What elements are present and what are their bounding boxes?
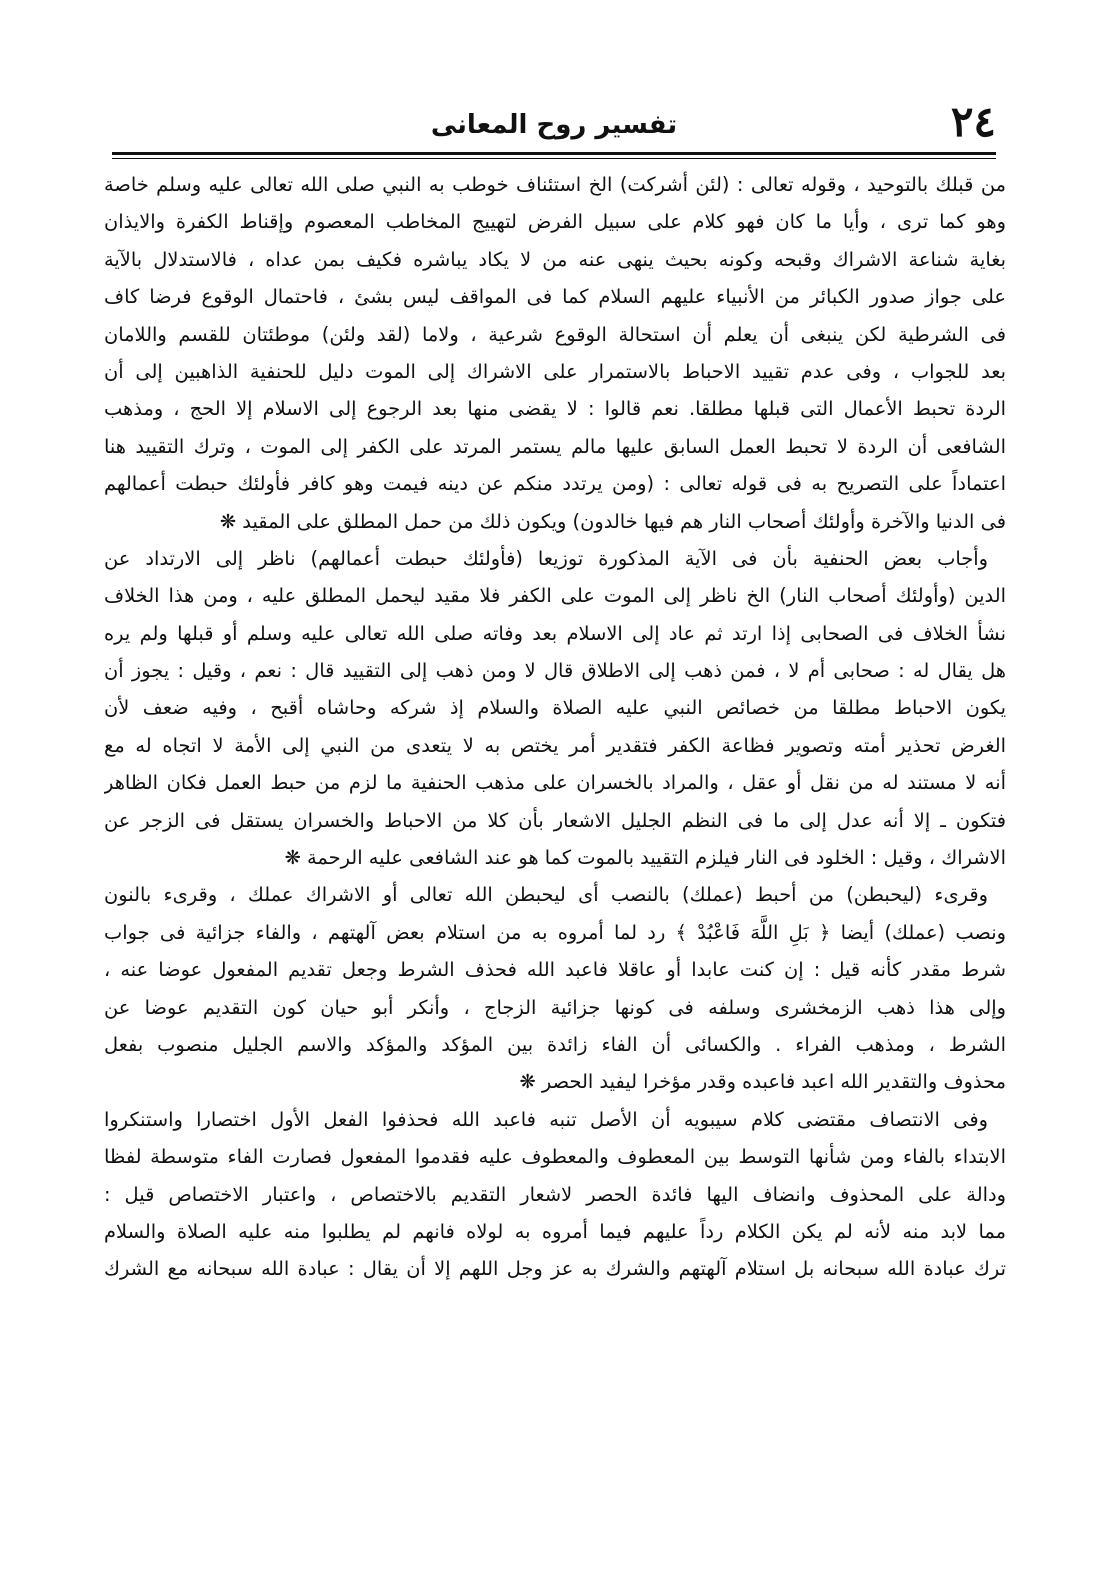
text-line: الردة تحبط الأعمال التى قبلها مطلقا. نعم قالوا : لا يقضى منها بعد الرجوع إلى الاسلام إلا الحج ، ومذهب	[104, 397, 1006, 421]
text-line: وإلى هذا ذهب الزمخشرى وسلفه فى كونها جزائية الزجاج ، وأنكر أبو حيان كون التقديم عوضا عن	[104, 995, 1006, 1019]
text-line: اعتماداً على التصريح به فى قوله تعالى : (ومن يرتدد منكم عن دينه فيمت وهو كافر فأولئك حبطت أعمالهم	[104, 472, 1006, 496]
text-line: وأجاب بعض الحنفية بأن فى الآية المذكورة توزيعا (فأولئك حبطت أعمالهم) ناظر إلى الارتداد عن	[104, 546, 988, 570]
text-line: مما لابد منه لأنه لم يكن الكلام رداً عليهم فيما أمروه به لولاه فانهم لم يطلبوا منه عليه الصلاة والسلام	[104, 1219, 1006, 1243]
text-line: يكون الاحباط مطلقا من خصائص النبي عليه الصلاة والسلام إذ شركه وحاشاه أقبح ، وفيه ضعف لأن	[104, 696, 1006, 720]
text-line: الغرض تحذير أمته وتصوير فظاعة الكفر فتقدير أمر يختص به لا يتعدى من النبي إلى الأمة لا اتجاه له مع	[104, 733, 1006, 757]
text-line: هل يقال له : صحابى أم لا ، فمن ذهب إلى الاطلاق قال لا ومن ذهب إلى التقييد قال : نعم ، وقيل : يجوز أن	[104, 659, 1006, 683]
text-line: الاشراك ، وقيل : الخلود فى النار فيلزم التقييد بالموت كما هو عند الشافعى عليه الرحمة ❋	[284, 846, 1006, 870]
text-line: على جواز صدور الكبائر من الأنبياء عليهم السلام كما فى المواقف ليس بشئ ، فاحتمال الوقوع فرضا كاف	[104, 285, 1006, 309]
text-line: وقرىء (ليحبطن) من أحبط (عملك) بالنصب أى ليحبطن الله تعالى أو الاشراك عملك ، وقرىء بالنون	[104, 883, 988, 907]
text-line: أنه لا مستند له من نقل أو عقل ، والمراد بالخسران على مذهب الحنفية ما لزم من حبط العمل فكان الظاهر	[104, 771, 1006, 795]
text-line: فتكون ـ إلا أنه عدل إلى ما فى النظم الجليل الاشعار بأن كلا من الاحباط والخسران يستقل فى الزجر عن	[104, 808, 1006, 832]
text-line: الشافعى أن الردة لا تحبط العمل السابق عليها مالم يستمر المرتد على الكفر إلى الموت ، وترك التقييد هنا	[104, 434, 1006, 458]
text-line: وهو كما ترى ، وأيا ما كان فهو كلام على سبيل الفرض لتهييج المخاطب المعصوم وإقناط الكفرة والايذان	[104, 210, 1006, 234]
running-title: تفسير روح المعانى	[430, 110, 678, 140]
text-line: فى الدنيا والآخرة وأولئك أصحاب النار هم فيها خالدون) ويكون ذلك من حمل المطلق على المقيد ❋	[219, 509, 1006, 533]
text-line: من قبلك بالتوحيد ، وقوله تعالى : (لئن أشركت) الخ استئناف خوطب به النبي صلى الله تعالى عليه وسلم خاصة	[104, 173, 1006, 196]
page-header	[112, 98, 996, 150]
text-line: الابتداء بالفاء ومن شأنها التوسط بين المعطوف والمعطوف عليه فقدموا المفعول فصارت الفاء متوسطة لفظا	[104, 1145, 1006, 1169]
text-line: بغاية شناعة الاشراك وقبحه وكونه بحيث ينهى عنه من لا يكاد يباشره فكيف بمن عداه ، فالاستدلال بالآية	[104, 247, 1006, 271]
text-line: الدين (وأولئك أصحاب النار) الخ ناظر إلى الموت على الكفر فلا مقيد ليحمل المطلق عليه ، ومن هذا الخلاف	[104, 584, 1006, 608]
page-number: ٢٤	[950, 97, 996, 146]
text-line: فى الشرطية لكن ينبغى أن يعلم أن استحالة الوقوع شرعية ، ولاما (لقد ولئن) موطئتان للقسم واللامان	[104, 322, 1006, 346]
text-line: شرط مقدر كأنه قيل : إن كنت عابدا أو عاقلا فاعبد الله فحذف الشرط وجعل تقديم المفعول عوضا عنه ،	[104, 958, 1006, 982]
text-line: ودالة على المحذوف وانضاف اليها فائدة الحصر لاشعار التقديم بالاختصاص ، واعتبار الاختصاص قيل :	[104, 1182, 1006, 1206]
header-rule	[112, 152, 996, 155]
header-rule-thin	[112, 158, 996, 159]
text-line: ونصب (عملك) أيضا ﴿ بَلِ اللَّهَ فَاعْبُدْ ﴾ رد لما أمروه به من استلام بعض آلهتهم ، والفاء جزائية فى جواب	[104, 920, 1006, 944]
text-line: نشأ الخلاف فى الصحابى إذا ارتد ثم عاد إلى الاسلام بعد وفاته صلى الله تعالى عليه وسلم أو قبلها ولم يره	[104, 621, 1006, 645]
text-line: ترك عبادة الله سبحانه بل استلام آلهتهم والشرك به عز وجل اللهم إلا أن يقال : عبادة الله سبحانه مع الشرك	[104, 1257, 1006, 1281]
text-line: محذوف والتقدير الله اعبد فاعبده وقدر مؤخرا ليفيد الحصر ❋	[519, 1070, 1006, 1094]
body-text	[104, 166, 1006, 1288]
text-line: بعد للجواب ، وفى عدم تقييد الاحباط بالاستمرار على الاشراك إلى الموت دليل للحنفية الذاهبين إلى أن	[104, 359, 1006, 383]
text-line: وفى الانتصاف مقتضى كلام سيبويه أن الأصل تنبه فاعبد الله فحذفوا الفعل الأول اختصارا واستنكروا	[104, 1107, 988, 1131]
text-line: الشرط ، ومذهب الفراء . والكسائى أن الفاء زائدة بين المؤكد والمؤكد والاسم الجليل منصوب بفعل	[104, 1032, 1006, 1056]
